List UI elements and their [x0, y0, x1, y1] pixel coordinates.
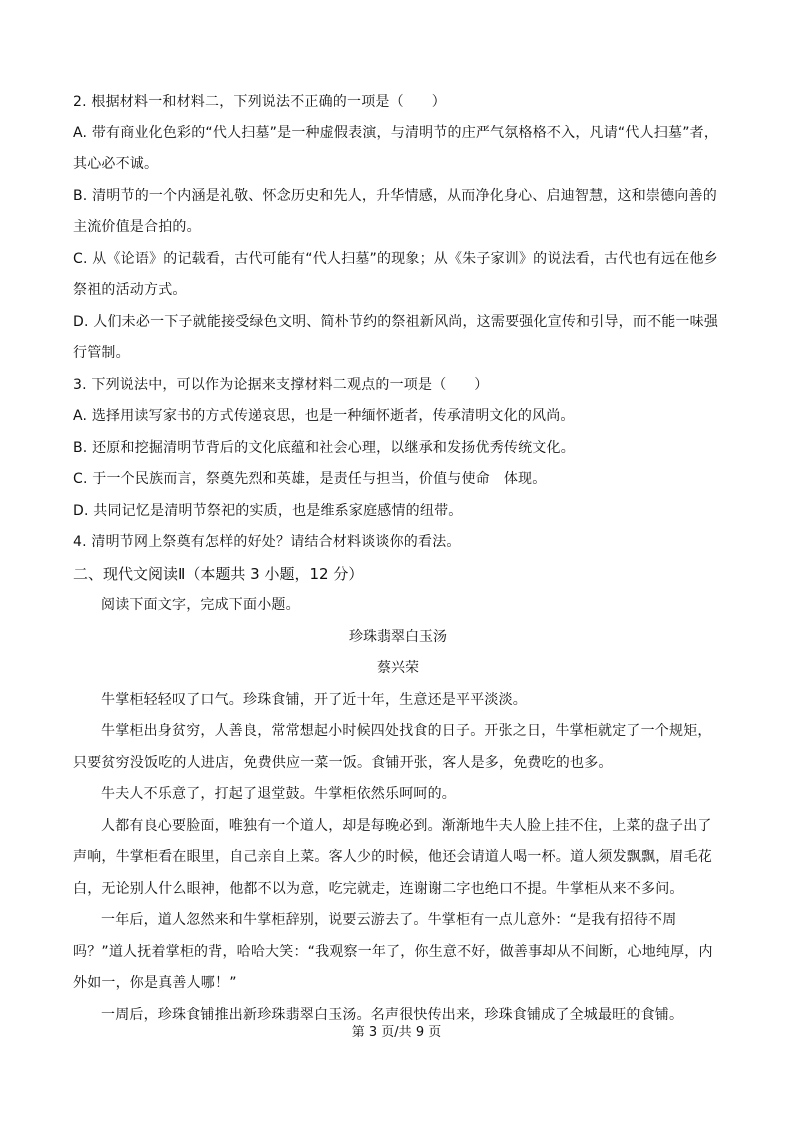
story-paragraph: 牛掌柜轻轻叹了口气。珍珠食铺，开了近十年，生意还是平平淡淡。: [101, 691, 527, 708]
question-3-option-c: C. 于一个民族而言，祭奠先烈和英雄，是责任与担当，价值与使命 体现。: [73, 471, 547, 487]
question-2-option-c: C. 从《论语》的记载看，古代可能有“代人扫墓”的现象；从《朱子家训》的说法看，古代也有远在他乡祭祖的活动方式。: [73, 250, 718, 298]
page-footer: 第 3 页/共 9 页: [351, 1025, 442, 1040]
story-paragraph: 一年后，道人忽然来和牛掌柜辞别，说要云游去了。牛掌柜有一点儿意外：“是我有招待不周吗？”道人抚着掌柜的背，哈哈大笑：“我观察一年了，你生意不好，做善事却从不间断，心地纯厚，内外如一，你是真善人哪！”: [73, 912, 713, 991]
question-2-option-d: D. 人们未必一下子就能接受绿色文明、简朴节约的祭祖新风尚，这需要强化宣传和引导，而不能一味强行管制。: [73, 313, 719, 361]
story-author: 蔡兴荣: [377, 660, 419, 676]
section-2-title: 二、现代文阅读Ⅱ（本题共 3 小题，12 分）: [73, 564, 364, 583]
question-2-option-b: B. 清明节的一个内涵是礼敬、怀念历史和先人，升华情感，从而净化身心、启迪智慧，这和崇德向善的主流价值是合拍的。: [73, 187, 717, 235]
question-4-stem: 4. 清明节网上祭奠有怎样的好处？请结合材料谈谈你的看法。: [73, 534, 461, 550]
story-paragraph: 牛夫人不乐意了，打起了退堂鼓。牛掌柜依然乐呵呵的。: [101, 786, 456, 802]
question-2-option-a: A. 带有商业化色彩的“代人扫墓”是一种虚假表演，与清明节的庄严气氛格格不入，凡请“代人扫墓”者，其心必不诚。: [73, 124, 719, 172]
story-paragraph: 牛掌柜出身贫穷，人善良，常常想起小时候四处找食的日子。开张之日，牛掌柜就定了一个规矩，只要贫穷没饭吃的人进店，免费供应一菜一饭。食铺开张，客人是多，免费吃的也多。: [73, 723, 712, 771]
question-3-stem: 3. 下列说法中，可以作为论据来支撑材料二观点的一项是（ ）: [73, 376, 489, 393]
question-3-option-d: D. 共同记忆是清明节祭祀的实质，也是维系家庭感情的纽带。: [73, 502, 463, 519]
story-paragraph: 人都有良心要脸面，唯独有一个道人，却是每晚必到。渐渐地牛夫人脸上挂不住，上菜的盘子出了声响，牛掌柜看在眼里，自己亲自上菜。客人少的时候，他还会请道人喝一杯。道人须发飘飘，眉毛花白，无论别人什么眼神，他都不以为意，吃完就走，连谢谢二字也绝口不提。牛掌柜从来不多问。: [73, 817, 712, 897]
question-3-option-a: A. 选择用读写家书的方式传递哀思，也是一种缅怀逝者，传承清明文化的风尚。: [73, 408, 575, 424]
document-page: [73, 92, 723, 1031]
question-2-stem: 2. 根据材料一和材料二，下列说法不正确的一项是（ ）: [73, 94, 446, 110]
question-3-option-b: B. 还原和挖掘清明节背后的文化底蕴和社会心理，以继承和发扬优秀传统文化。: [73, 439, 575, 456]
story-paragraph: 一周后，珍珠食铺推出新珍珠翡翠白玉汤。名声很快传出来，珍珠食铺成了全城最旺的食铺。: [101, 1006, 684, 1023]
section-2-instruction: 阅读下面文字，完成下面小题。: [101, 597, 300, 613]
story-title: 珍珠翡翠白玉汤: [349, 628, 447, 645]
